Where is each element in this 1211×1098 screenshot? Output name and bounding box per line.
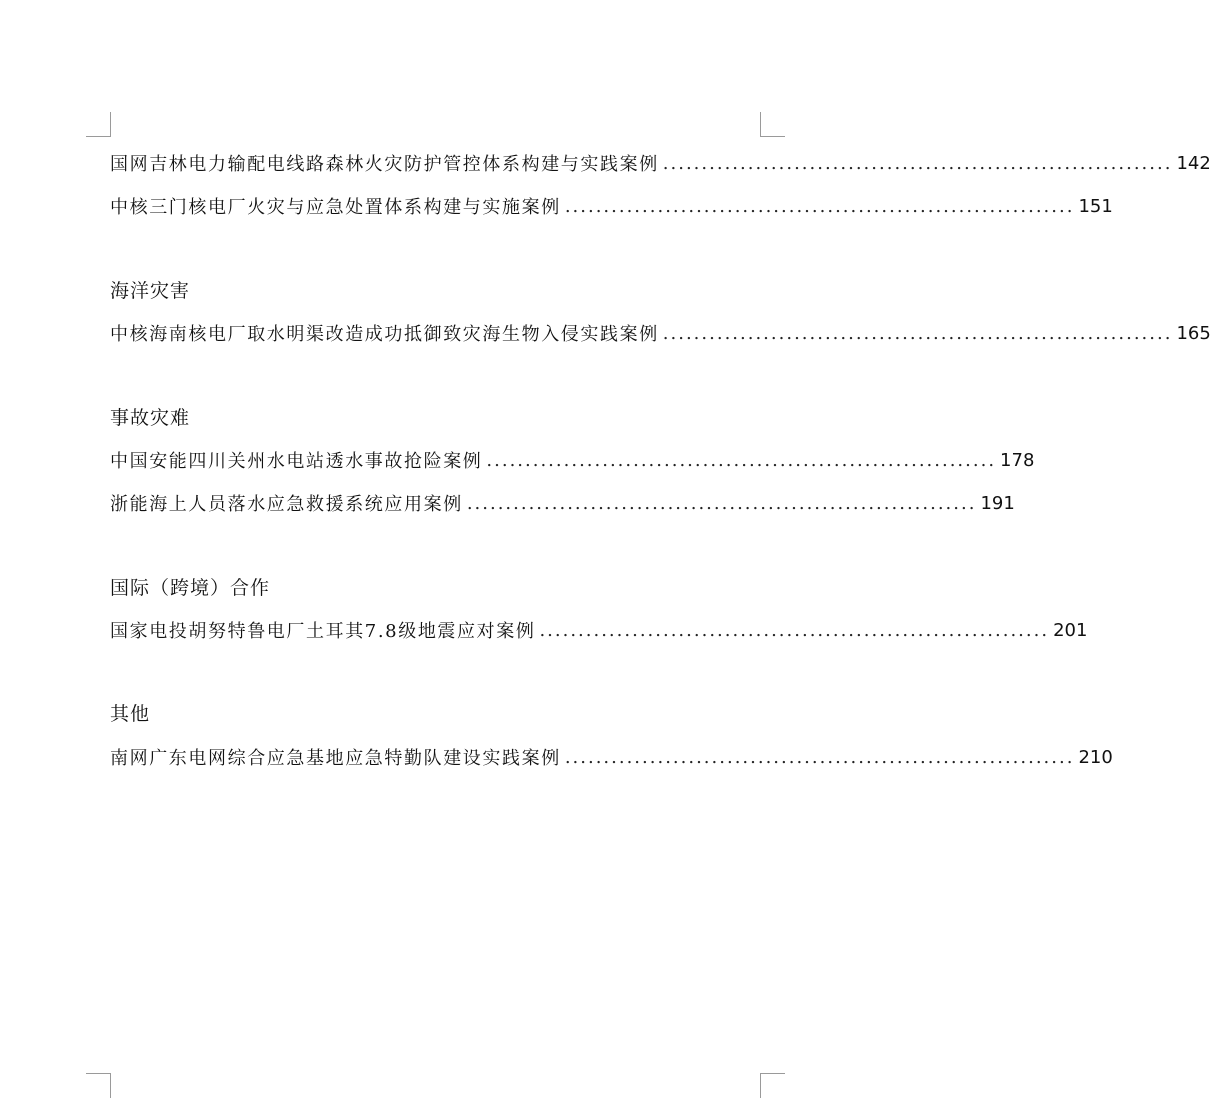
toc-entry[interactable]	[110, 149, 1211, 177]
toc-entry-page: 178	[1000, 449, 1035, 471]
toc-dot-leader: ..................................................................	[564, 746, 1075, 768]
toc-entry-page: 151	[1078, 195, 1113, 217]
toc-entry-page: 191	[980, 492, 1015, 514]
toc-entry-page: 142	[1176, 152, 1211, 174]
crop-mark-bottom-right	[760, 1073, 785, 1098]
toc-entry-page: 210	[1078, 746, 1113, 768]
toc-entry[interactable]	[110, 192, 1113, 220]
toc-dot-leader: ..................................................................	[486, 449, 997, 471]
toc-entry-title: 中核海南核电厂取水明渠改造成功抵御致灾海生物入侵实践案例	[110, 324, 659, 345]
toc-entry-title: 国家电投胡努特鲁电厂土耳其7.8级地震应对案例	[110, 621, 536, 642]
toc-entry[interactable]	[110, 489, 1015, 517]
toc-entry-page: 165	[1176, 322, 1211, 344]
crop-mark-top-right	[760, 112, 785, 137]
section-heading: 国际（跨境）合作	[110, 577, 271, 599]
toc-entry-title: 国网吉林电力输配电线路森林火灾防护管控体系构建与实践案例	[110, 154, 659, 175]
toc-entry[interactable]	[110, 319, 1211, 347]
toc-dot-leader: ..................................................................	[564, 195, 1075, 217]
toc-entry-title: 南网广东电网综合应急基地应急特勤队建设实践案例	[110, 748, 561, 769]
toc-entry-title: 浙能海上人员落水应急救援系统应用案例	[110, 494, 463, 515]
toc-dot-leader: ..................................................................	[662, 322, 1173, 344]
toc-entry-title: 中核三门核电厂火灾与应急处置体系构建与实施案例	[110, 197, 561, 218]
crop-mark-bottom-left	[86, 1073, 111, 1098]
toc-dot-leader: ..................................................................	[662, 152, 1173, 174]
toc-entry-page: 201	[1053, 619, 1088, 641]
section-heading: 海洋灾害	[110, 280, 191, 302]
toc-entry[interactable]	[110, 446, 1035, 474]
toc-dot-leader: ..................................................................	[539, 619, 1050, 641]
toc-dot-leader: ..................................................................	[466, 492, 977, 514]
crop-mark-top-left	[86, 112, 111, 137]
toc-entry[interactable]	[110, 743, 1113, 771]
toc-entry-title: 中国安能四川关州水电站透水事故抢险案例	[110, 451, 483, 472]
toc-entry[interactable]	[110, 616, 1088, 644]
section-heading: 事故灾难	[110, 407, 191, 429]
section-heading: 其他	[110, 703, 151, 725]
